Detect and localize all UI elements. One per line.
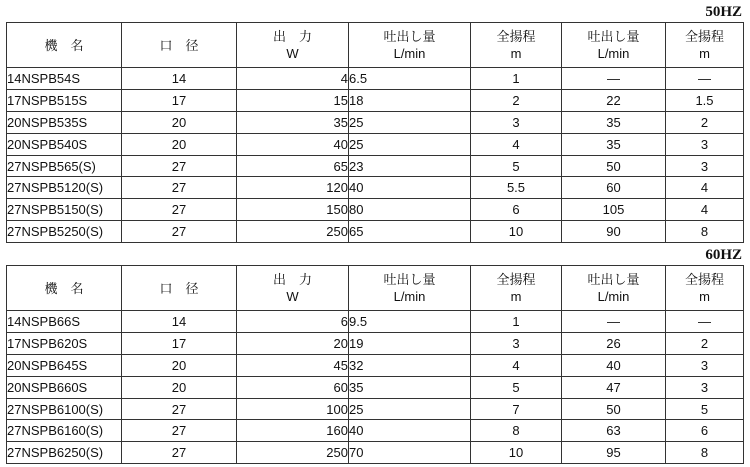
cell-head-2: 4 [666,177,744,199]
cell-bore: 20 [122,133,237,155]
cell-head-2: 4 [666,199,744,221]
cell-bore: 27 [122,442,237,464]
header-output [237,23,349,68]
cell-flow-2: 35 [562,133,666,155]
cell-model: 27NSPB6160(S) [7,420,122,442]
table-row [7,311,744,333]
cell-head: 6 [471,199,562,221]
header-head-2 [666,266,744,311]
cell-model: 14NSPB54S [7,68,122,90]
cell-bore: 14 [122,68,237,90]
cell-flow: 19 [349,332,471,354]
cell-flow: 25 [349,398,471,420]
cell-bore: 27 [122,199,237,221]
cell-flow-2: 47 [562,376,666,398]
header-row [7,23,744,68]
header-model: 機 名 [7,23,122,68]
cell-bore: 27 [122,155,237,177]
cell-bore: 27 [122,177,237,199]
cell-output: 150 [237,199,349,221]
spec-table-50hz [6,22,744,243]
table-row [7,133,744,155]
cell-head-2: 6 [666,420,744,442]
header-flow-label: 吐出し量 [383,272,436,287]
table-body [7,68,744,243]
cell-head-2: — [666,311,744,333]
cell-flow: 9.5 [349,311,471,333]
header-head-unit: m [510,46,522,61]
cell-head-2: 3 [666,376,744,398]
cell-output: 65 [237,155,349,177]
frequency-label-60hz: 60HZ [705,247,742,263]
cell-head: 8 [471,420,562,442]
cell-model: 27NSPB5150(S) [7,199,122,221]
cell-flow-2: 40 [562,354,666,376]
table-row [7,68,744,90]
table-row [7,376,744,398]
cell-flow-2: 95 [562,442,666,464]
cell-head-2: 5 [666,398,744,420]
table-row [7,420,744,442]
cell-head: 1 [471,68,562,90]
header-row [7,266,744,311]
cell-output: 45 [237,354,349,376]
cell-bore: 14 [122,311,237,333]
cell-bore: 20 [122,354,237,376]
cell-head-2: — [666,68,744,90]
cell-flow: 18 [349,89,471,111]
cell-bore: 27 [122,221,237,243]
cell-output: 100 [237,398,349,420]
cell-output: 15 [237,89,349,111]
header-head-unit: m [510,289,522,304]
cell-flow-2: 22 [562,89,666,111]
cell-head-2: 3 [666,155,744,177]
cell-flow: 70 [349,442,471,464]
cell-flow-2: 50 [562,155,666,177]
cell-flow: 23 [349,155,471,177]
cell-flow: 40 [349,420,471,442]
cell-flow-2: — [562,68,666,90]
cell-flow: 6.5 [349,68,471,90]
cell-head-2: 1.5 [666,89,744,111]
cell-head: 1 [471,311,562,333]
cell-head: 7 [471,398,562,420]
cell-model: 20NSPB540S [7,133,122,155]
cell-head-2: 2 [666,111,744,133]
cell-bore: 20 [122,111,237,133]
cell-head: 3 [471,332,562,354]
cell-bore: 17 [122,89,237,111]
cell-flow-2: 35 [562,111,666,133]
header-head-2-unit: m [699,289,710,304]
cell-model: 14NSPB66S [7,311,122,333]
table-row [7,155,744,177]
cell-model: 27NSPB5250(S) [7,221,122,243]
header-flow-2 [562,266,666,311]
table-body [7,311,744,464]
cell-flow-2: 60 [562,177,666,199]
cell-head: 3 [471,111,562,133]
header-head-label: 全揚程 [496,29,536,44]
cell-model: 17NSPB515S [7,89,122,111]
header-head [471,23,562,68]
cell-head-2: 2 [666,332,744,354]
cell-model: 27NSPB565(S) [7,155,122,177]
cell-output: 250 [237,442,349,464]
cell-model: 27NSPB5120(S) [7,177,122,199]
cell-flow-2: 105 [562,199,666,221]
cell-model: 20NSPB535S [7,111,122,133]
cell-flow: 80 [349,199,471,221]
cell-model: 20NSPB660S [7,376,122,398]
table-row [7,199,744,221]
cell-flow: 32 [349,354,471,376]
cell-flow: 40 [349,177,471,199]
header-head-2 [666,23,744,68]
cell-model: 27NSPB6100(S) [7,398,122,420]
header-output-unit: W [286,46,299,61]
cell-head-2: 3 [666,354,744,376]
header-flow-2-label: 吐出し量 [587,29,640,44]
cell-flow-2: 50 [562,398,666,420]
header-flow-unit: L/min [393,46,426,61]
cell-output: 35 [237,111,349,133]
header-flow-unit: L/min [393,289,426,304]
cell-output: 250 [237,221,349,243]
header-output [237,266,349,311]
cell-head-2: 8 [666,442,744,464]
cell-model: 17NSPB620S [7,332,122,354]
header-output-label: 出 力 [272,272,312,287]
cell-head: 5.5 [471,177,562,199]
cell-head: 4 [471,133,562,155]
cell-head: 10 [471,442,562,464]
cell-head: 5 [471,376,562,398]
header-flow-2-unit: L/min [597,289,630,304]
cell-bore: 20 [122,376,237,398]
cell-head: 4 [471,354,562,376]
table-row [7,111,744,133]
cell-flow: 25 [349,133,471,155]
cell-bore: 17 [122,332,237,354]
cell-output: 60 [237,376,349,398]
header-flow-2 [562,23,666,68]
header-output-label: 出 力 [272,29,312,44]
cell-output: 160 [237,420,349,442]
cell-model: 27NSPB6250(S) [7,442,122,464]
spec-table-60hz [6,265,744,464]
cell-model: 20NSPB645S [7,354,122,376]
header-flow-2-label: 吐出し量 [587,272,640,287]
cell-head: 5 [471,155,562,177]
cell-flow: 65 [349,221,471,243]
cell-output: 120 [237,177,349,199]
header-model: 機 名 [7,266,122,311]
table-row [7,398,744,420]
header-head [471,266,562,311]
cell-output: 20 [237,332,349,354]
table-row [7,354,744,376]
cell-head: 2 [471,89,562,111]
cell-output: 40 [237,133,349,155]
cell-flow-2: — [562,311,666,333]
cell-flow: 35 [349,376,471,398]
header-head-2-unit: m [699,46,710,61]
cell-head-2: 8 [666,221,744,243]
cell-head-2: 3 [666,133,744,155]
table-row [7,221,744,243]
table-row [7,332,744,354]
cell-flow: 25 [349,111,471,133]
cell-bore: 27 [122,420,237,442]
table-row [7,89,744,111]
header-flow [349,23,471,68]
cell-output: 4 [237,68,349,90]
header-bore: 口 径 [122,23,237,68]
frequency-label-50hz: 50HZ [705,4,742,20]
cell-flow-2: 26 [562,332,666,354]
cell-flow-2: 90 [562,221,666,243]
header-bore: 口 径 [122,266,237,311]
cell-bore: 27 [122,398,237,420]
table-row [7,177,744,199]
header-head-2-label: 全揚程 [684,272,724,287]
header-flow [349,266,471,311]
header-flow-label: 吐出し量 [383,29,436,44]
cell-flow-2: 63 [562,420,666,442]
header-flow-2-unit: L/min [597,46,630,61]
table-row [7,442,744,464]
header-head-2-label: 全揚程 [684,29,724,44]
header-head-label: 全揚程 [496,272,536,287]
cell-head: 10 [471,221,562,243]
cell-output: 6 [237,311,349,333]
header-output-unit: W [286,289,299,304]
